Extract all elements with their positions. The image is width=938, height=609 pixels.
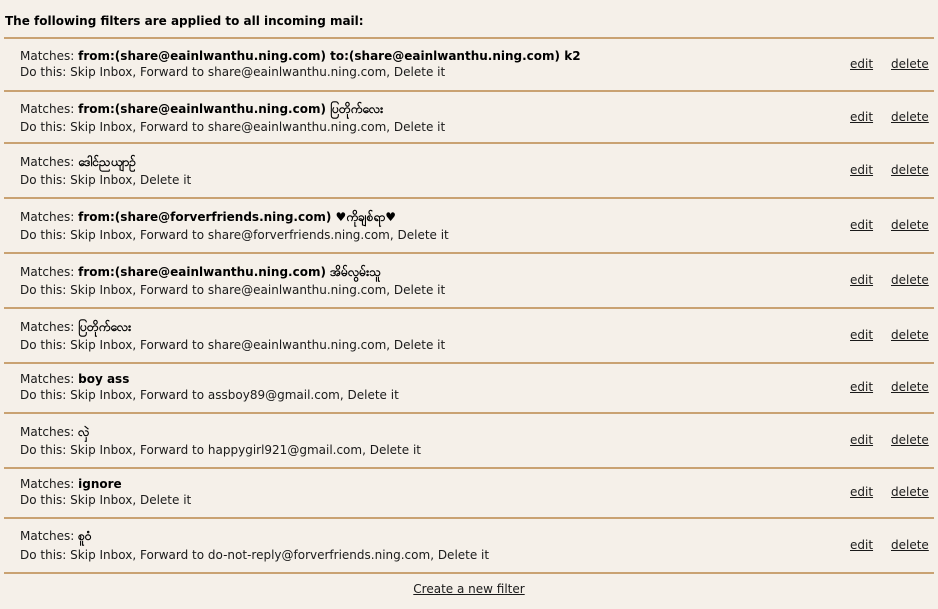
edit-filter-link[interactable]: edit	[850, 110, 874, 124]
create-filter-link[interactable]: Create a new filter	[413, 582, 525, 596]
do-this-label: Do this:	[20, 548, 67, 562]
filter-criteria: boy ass	[78, 372, 130, 386]
filter-matches	[20, 529, 92, 544]
filter-matches	[20, 210, 396, 225]
filters-heading: The following filters are applied to all incoming mail:	[5, 14, 364, 28]
filter-matches	[20, 155, 136, 170]
filter-matches	[20, 320, 131, 335]
filter-criteria: စူဝံ	[78, 529, 92, 543]
filter-matches	[20, 477, 122, 492]
do-this-label: Do this:	[20, 120, 67, 134]
filter-row	[4, 254, 934, 309]
filter-action	[20, 388, 399, 403]
edit-filter-link[interactable]: edit	[850, 485, 874, 499]
matches-label: Matches:	[20, 477, 75, 491]
delete-filter-link[interactable]: delete	[891, 273, 929, 287]
matches-label: Matches:	[20, 49, 75, 63]
filter-action	[20, 548, 489, 563]
filter-criteria: from:(share@eainlwanthu.ning.com) to:(share@eainlwanthu.ning.com) k2	[78, 49, 581, 63]
filter-action	[20, 493, 191, 508]
filter-row	[4, 519, 934, 574]
do-this-label: Do this:	[20, 228, 67, 242]
filter-list	[4, 37, 934, 574]
delete-filter-link[interactable]: delete	[891, 110, 929, 124]
filter-row	[4, 144, 934, 199]
filter-action	[20, 228, 449, 243]
filter-row	[4, 92, 934, 144]
filter-matches	[20, 102, 383, 117]
delete-filter-link[interactable]: delete	[891, 163, 929, 177]
filter-action-text: Skip Inbox, Forward to share@eainlwanthu.ning.com, Delete it	[70, 283, 446, 297]
delete-filter-link[interactable]: delete	[891, 433, 929, 447]
filter-action	[20, 65, 445, 80]
edit-filter-link[interactable]: edit	[850, 380, 874, 394]
filter-action-text: Skip Inbox, Forward to share@eainlwanthu.ning.com, Delete it	[70, 120, 446, 134]
filter-row	[4, 364, 934, 414]
filter-criteria: from:(share@eainlwanthu.ning.com) ပြတိုက်လေး	[78, 102, 384, 116]
filter-row	[4, 39, 934, 92]
filter-action	[20, 443, 421, 458]
do-this-label: Do this:	[20, 65, 67, 79]
matches-label: Matches:	[20, 529, 75, 543]
delete-filter-link[interactable]: delete	[891, 538, 929, 552]
filter-action-text: Skip Inbox, Forward to do-not-reply@forverfriends.ning.com, Delete it	[70, 548, 490, 562]
matches-label: Matches:	[20, 320, 75, 334]
matches-label: Matches:	[20, 265, 75, 279]
filter-action-text: Skip Inbox, Forward to assboy89@gmail.com, Delete it	[70, 388, 399, 402]
filter-criteria: လှဲ	[78, 425, 90, 439]
filter-row	[4, 414, 934, 469]
matches-label: Matches:	[20, 155, 75, 169]
filter-row	[4, 469, 934, 519]
filter-row	[4, 309, 934, 364]
filter-action-text: Skip Inbox, Delete it	[70, 493, 192, 507]
delete-filter-link[interactable]: delete	[891, 57, 929, 71]
filter-action	[20, 120, 445, 135]
do-this-label: Do this:	[20, 493, 67, 507]
delete-filter-link[interactable]: delete	[891, 380, 929, 394]
filter-matches	[20, 49, 581, 64]
delete-filter-link[interactable]: delete	[891, 218, 929, 232]
edit-filter-link[interactable]: edit	[850, 163, 874, 177]
do-this-label: Do this:	[20, 443, 67, 457]
edit-filter-link[interactable]: edit	[850, 218, 874, 232]
filter-action-text: Skip Inbox, Forward to share@eainlwanthu.ning.com, Delete it	[70, 338, 446, 352]
filter-action	[20, 173, 191, 188]
filter-row	[4, 199, 934, 254]
filter-action-text: Skip Inbox, Forward to share@forverfriends.ning.com, Delete it	[70, 228, 449, 242]
edit-filter-link[interactable]: edit	[850, 538, 874, 552]
filter-criteria: ဒေါင်ညယျာဥ်	[78, 155, 136, 169]
filter-action-text: Skip Inbox, Delete it	[70, 173, 192, 187]
matches-label: Matches:	[20, 372, 75, 386]
matches-label: Matches:	[20, 102, 75, 116]
edit-filter-link[interactable]: edit	[850, 433, 874, 447]
filter-matches	[20, 372, 129, 387]
do-this-label: Do this:	[20, 338, 67, 352]
edit-filter-link[interactable]: edit	[850, 273, 874, 287]
matches-label: Matches:	[20, 425, 75, 439]
filter-criteria: ပြတိုက်လေး	[78, 320, 132, 334]
filter-matches	[20, 425, 89, 440]
filter-action-text: Skip Inbox, Forward to share@eainlwanthu.ning.com, Delete it	[70, 65, 446, 79]
create-filter-footer	[0, 582, 938, 596]
matches-label: Matches:	[20, 210, 75, 224]
filter-criteria: ignore	[78, 477, 122, 491]
filter-criteria: from:(share@forverfriends.ning.com) ♥ကိုချစ်ရာ♥	[78, 210, 396, 224]
filter-action	[20, 283, 445, 298]
do-this-label: Do this:	[20, 173, 67, 187]
filter-action-text: Skip Inbox, Forward to happygirl921@gmail.com, Delete it	[70, 443, 422, 457]
edit-filter-link[interactable]: edit	[850, 328, 874, 342]
delete-filter-link[interactable]: delete	[891, 485, 929, 499]
filter-action	[20, 338, 445, 353]
delete-filter-link[interactable]: delete	[891, 328, 929, 342]
filter-criteria: from:(share@eainlwanthu.ning.com) အိမ်လွမ်းသူ	[78, 265, 381, 279]
edit-filter-link[interactable]: edit	[850, 57, 874, 71]
do-this-label: Do this:	[20, 388, 67, 402]
filter-matches	[20, 265, 381, 280]
do-this-label: Do this:	[20, 283, 67, 297]
